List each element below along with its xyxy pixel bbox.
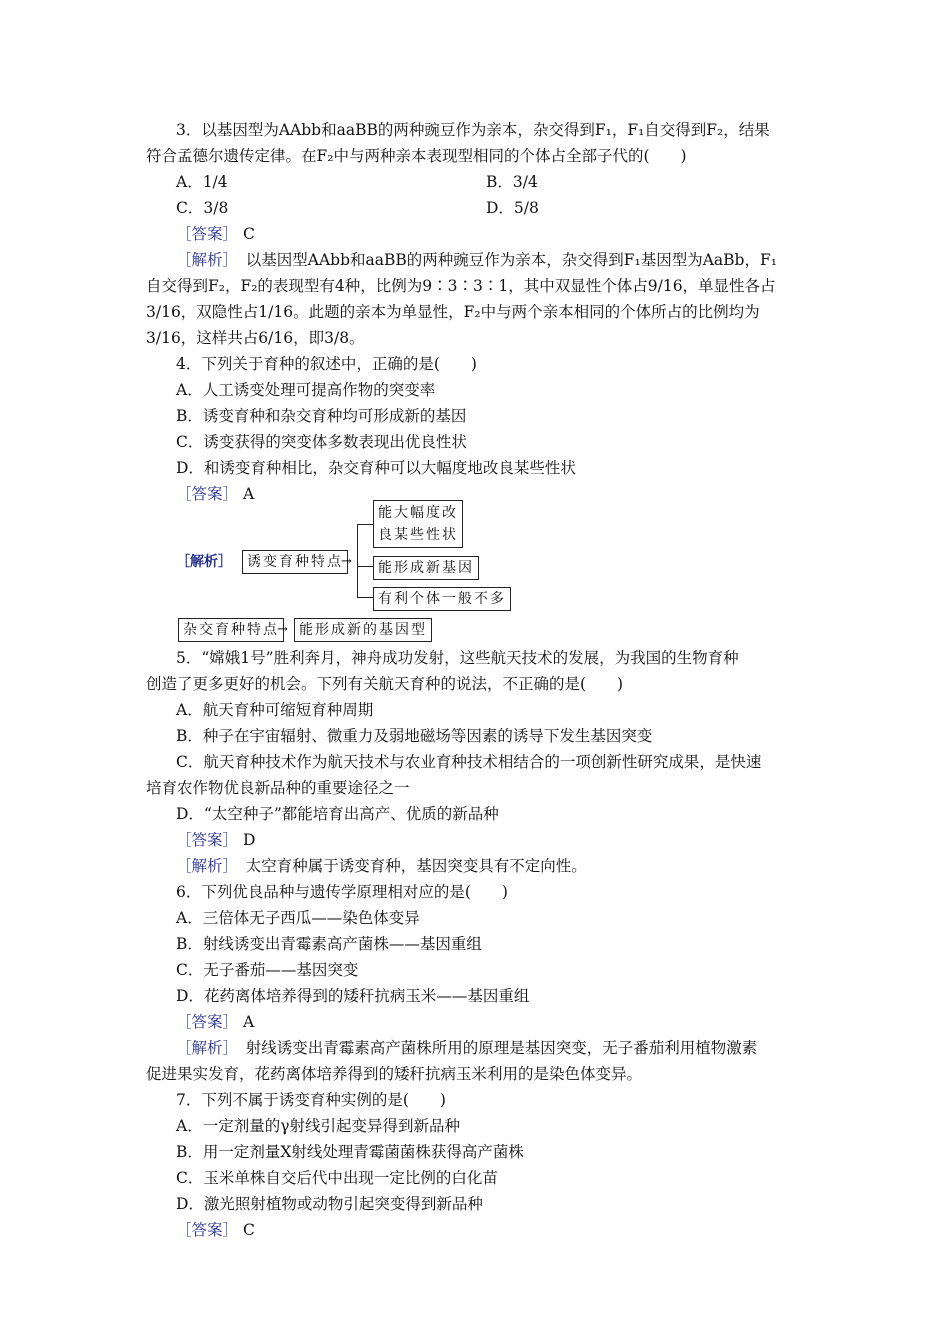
answer-tag: ［答案］ — [176, 485, 239, 503]
analysis-tag: ［解析］ — [176, 251, 231, 269]
answer-value: A — [242, 485, 255, 503]
answer-value: C — [242, 1221, 255, 1239]
q7-stem: 7．下列不属于诱变育种实例的是( ) — [176, 1091, 446, 1109]
answer-tag: ［答案］ — [176, 225, 239, 243]
q5-option-c-line1: C．航天育种技术作为航天技术与农业育种技术相结合的一项创新性研究成果，是快速 — [176, 753, 762, 771]
answer-tag: ［答案］ — [176, 1013, 239, 1031]
diagram-branch-new-genes: 能形成新基因 — [373, 556, 479, 580]
answer-tag: ［答案］ — [176, 831, 239, 849]
q7-answer — [176, 1220, 255, 1240]
answer-value: A — [242, 1013, 255, 1031]
answer-value: C — [242, 225, 255, 243]
q4-option-d: D．和诱变育种相比，杂交育种可以大幅度地改良某些性状 — [176, 459, 576, 477]
q3-answer — [176, 224, 255, 244]
q4-answer — [176, 484, 254, 504]
diagram-arrow: → — [277, 622, 288, 637]
analysis-text: 太空育种属于诱变育种，基因突变具有不定向性。 — [230, 857, 587, 875]
q5-option-a: A．航天育种可缩短育种周期 — [176, 701, 374, 719]
q3-stem-line1: 3．以基因型为AAbb和aaBB的两种豌豆作为亲本，杂交得到F₁，F₁自交得到F₂，结果 — [176, 121, 770, 139]
analysis-text: 射线诱变出青霉素高产菌株所用的原理是基因突变，无子番茄利用植物激素 — [230, 1039, 758, 1057]
q3-analysis-line3: 3/16，双隐性占1/16。此题的亲本为单显性，F₂中与两个亲本相同的个体所占的比例均为 — [146, 303, 760, 321]
q5-stem-line2: 创造了更多更好的机会。下列有关航天育种的说法，不正确的是( ) — [146, 675, 624, 693]
q7-option-c: C．玉米单株自交后代中出现一定比例的白化苗 — [176, 1169, 498, 1187]
diagram-root-mutation-breeding: 诱变育种特点 — [242, 550, 348, 574]
branch1-line1: 能大幅度改 — [378, 505, 458, 521]
diagram-hybrid-result: 能形成新的基因型 — [294, 618, 432, 642]
diagram-bracket-bottom — [357, 597, 373, 598]
q5-option-b: B．种子在宇宙辐射、微重力及弱地磁场等因素的诱导下发生基因突变 — [176, 727, 653, 745]
q4-analysis-tag: ［解析］ — [176, 554, 232, 570]
diagram-bracket-top — [357, 524, 373, 525]
q4-option-b: B．诱变育种和杂交育种均可形成新的基因 — [176, 407, 467, 425]
q5-analysis — [176, 856, 587, 876]
q7-option-d: D．激光照射植物或动物引起突变得到新品种 — [176, 1195, 483, 1213]
q3-analysis-line2: 自交得到F₂，F₂的表现型有4种，比例为9∶3∶3∶1，其中双显性个体占9/16，单显性各占 — [146, 277, 776, 295]
q6-option-c: C．无子番茄——基因突变 — [176, 961, 359, 979]
q6-stem: 6．下列优良品种与遗传学原理相对应的是( ) — [176, 883, 508, 901]
diagram-hybrid-root: 杂交育种特点 — [178, 618, 284, 642]
branch1-line2: 良某些性状 — [378, 527, 458, 543]
q4-option-a: A．人工诱变处理可提高作物的突变率 — [176, 381, 436, 399]
q5-stem-line1: 5．“嫦娥1号”胜利奔月，神舟成功发射，这些航天技术的发展，为我国的生物育种 — [176, 649, 739, 667]
answer-tag: ［答案］ — [176, 1221, 239, 1239]
q5-answer — [176, 830, 255, 850]
q7-option-b: B．用一定剂量X射线处理青霉菌菌株获得高产菌株 — [176, 1143, 524, 1161]
diagram-arrow: → — [341, 554, 352, 569]
q3-option-c: C．3/8 — [176, 199, 229, 217]
q3-analysis-line4: 3/16，这样共占6/16，即3/8。 — [146, 329, 365, 347]
q4-stem: 4．下列关于育种的叙述中，正确的是( ) — [176, 355, 477, 373]
q3-stem-line2: 符合孟德尔遗传定律。在F₂中与两种亲本表现型相同的个体占全部子代的( ) — [146, 147, 687, 165]
diagram-branch-few-beneficial: 有利个体一般不多 — [373, 587, 511, 611]
q4-option-c: C．诱变获得的突变体多数表现出优良性状 — [176, 433, 467, 451]
q3-option-a: A．1/4 — [176, 173, 228, 191]
q5-option-d: D．“太空种子”都能培育出高产、优质的新品种 — [176, 805, 499, 823]
diagram-bracket — [357, 524, 358, 598]
diagram-bracket-mid — [357, 566, 373, 567]
q6-analysis-line2: 促进果实发育，花药离体培养得到的矮秆抗病玉米利用的是染色体变异。 — [146, 1065, 643, 1083]
analysis-text: 以基因型AAbb和aaBB的两种豌豆作为亲本，杂交得到F₁基因型为AaBb，F₁ — [230, 251, 777, 269]
analysis-tag: ［解析］ — [176, 857, 231, 875]
answer-value: D — [242, 831, 256, 849]
q3-analysis-line1 — [176, 250, 777, 270]
q6-answer — [176, 1012, 254, 1032]
q3-option-b: B．3/4 — [486, 173, 538, 191]
q6-analysis-line1 — [176, 1038, 757, 1058]
q6-option-b: B．射线诱变出青霉素高产菌株——基因重组 — [176, 935, 482, 953]
q7-option-a: A．一定剂量的γ射线引起变异得到新品种 — [176, 1117, 460, 1135]
diagram-branch-large-improvement — [373, 500, 463, 548]
q6-option-a: A．三倍体无子西瓜——染色体变异 — [176, 909, 420, 927]
q6-option-d: D．花药离体培养得到的矮秆抗病玉米——基因重组 — [176, 987, 530, 1005]
q3-option-d: D．5/8 — [486, 199, 539, 217]
q5-option-c-line2: 培育农作物优良新品种的重要途径之一 — [146, 779, 410, 797]
analysis-tag: ［解析］ — [176, 1039, 231, 1057]
